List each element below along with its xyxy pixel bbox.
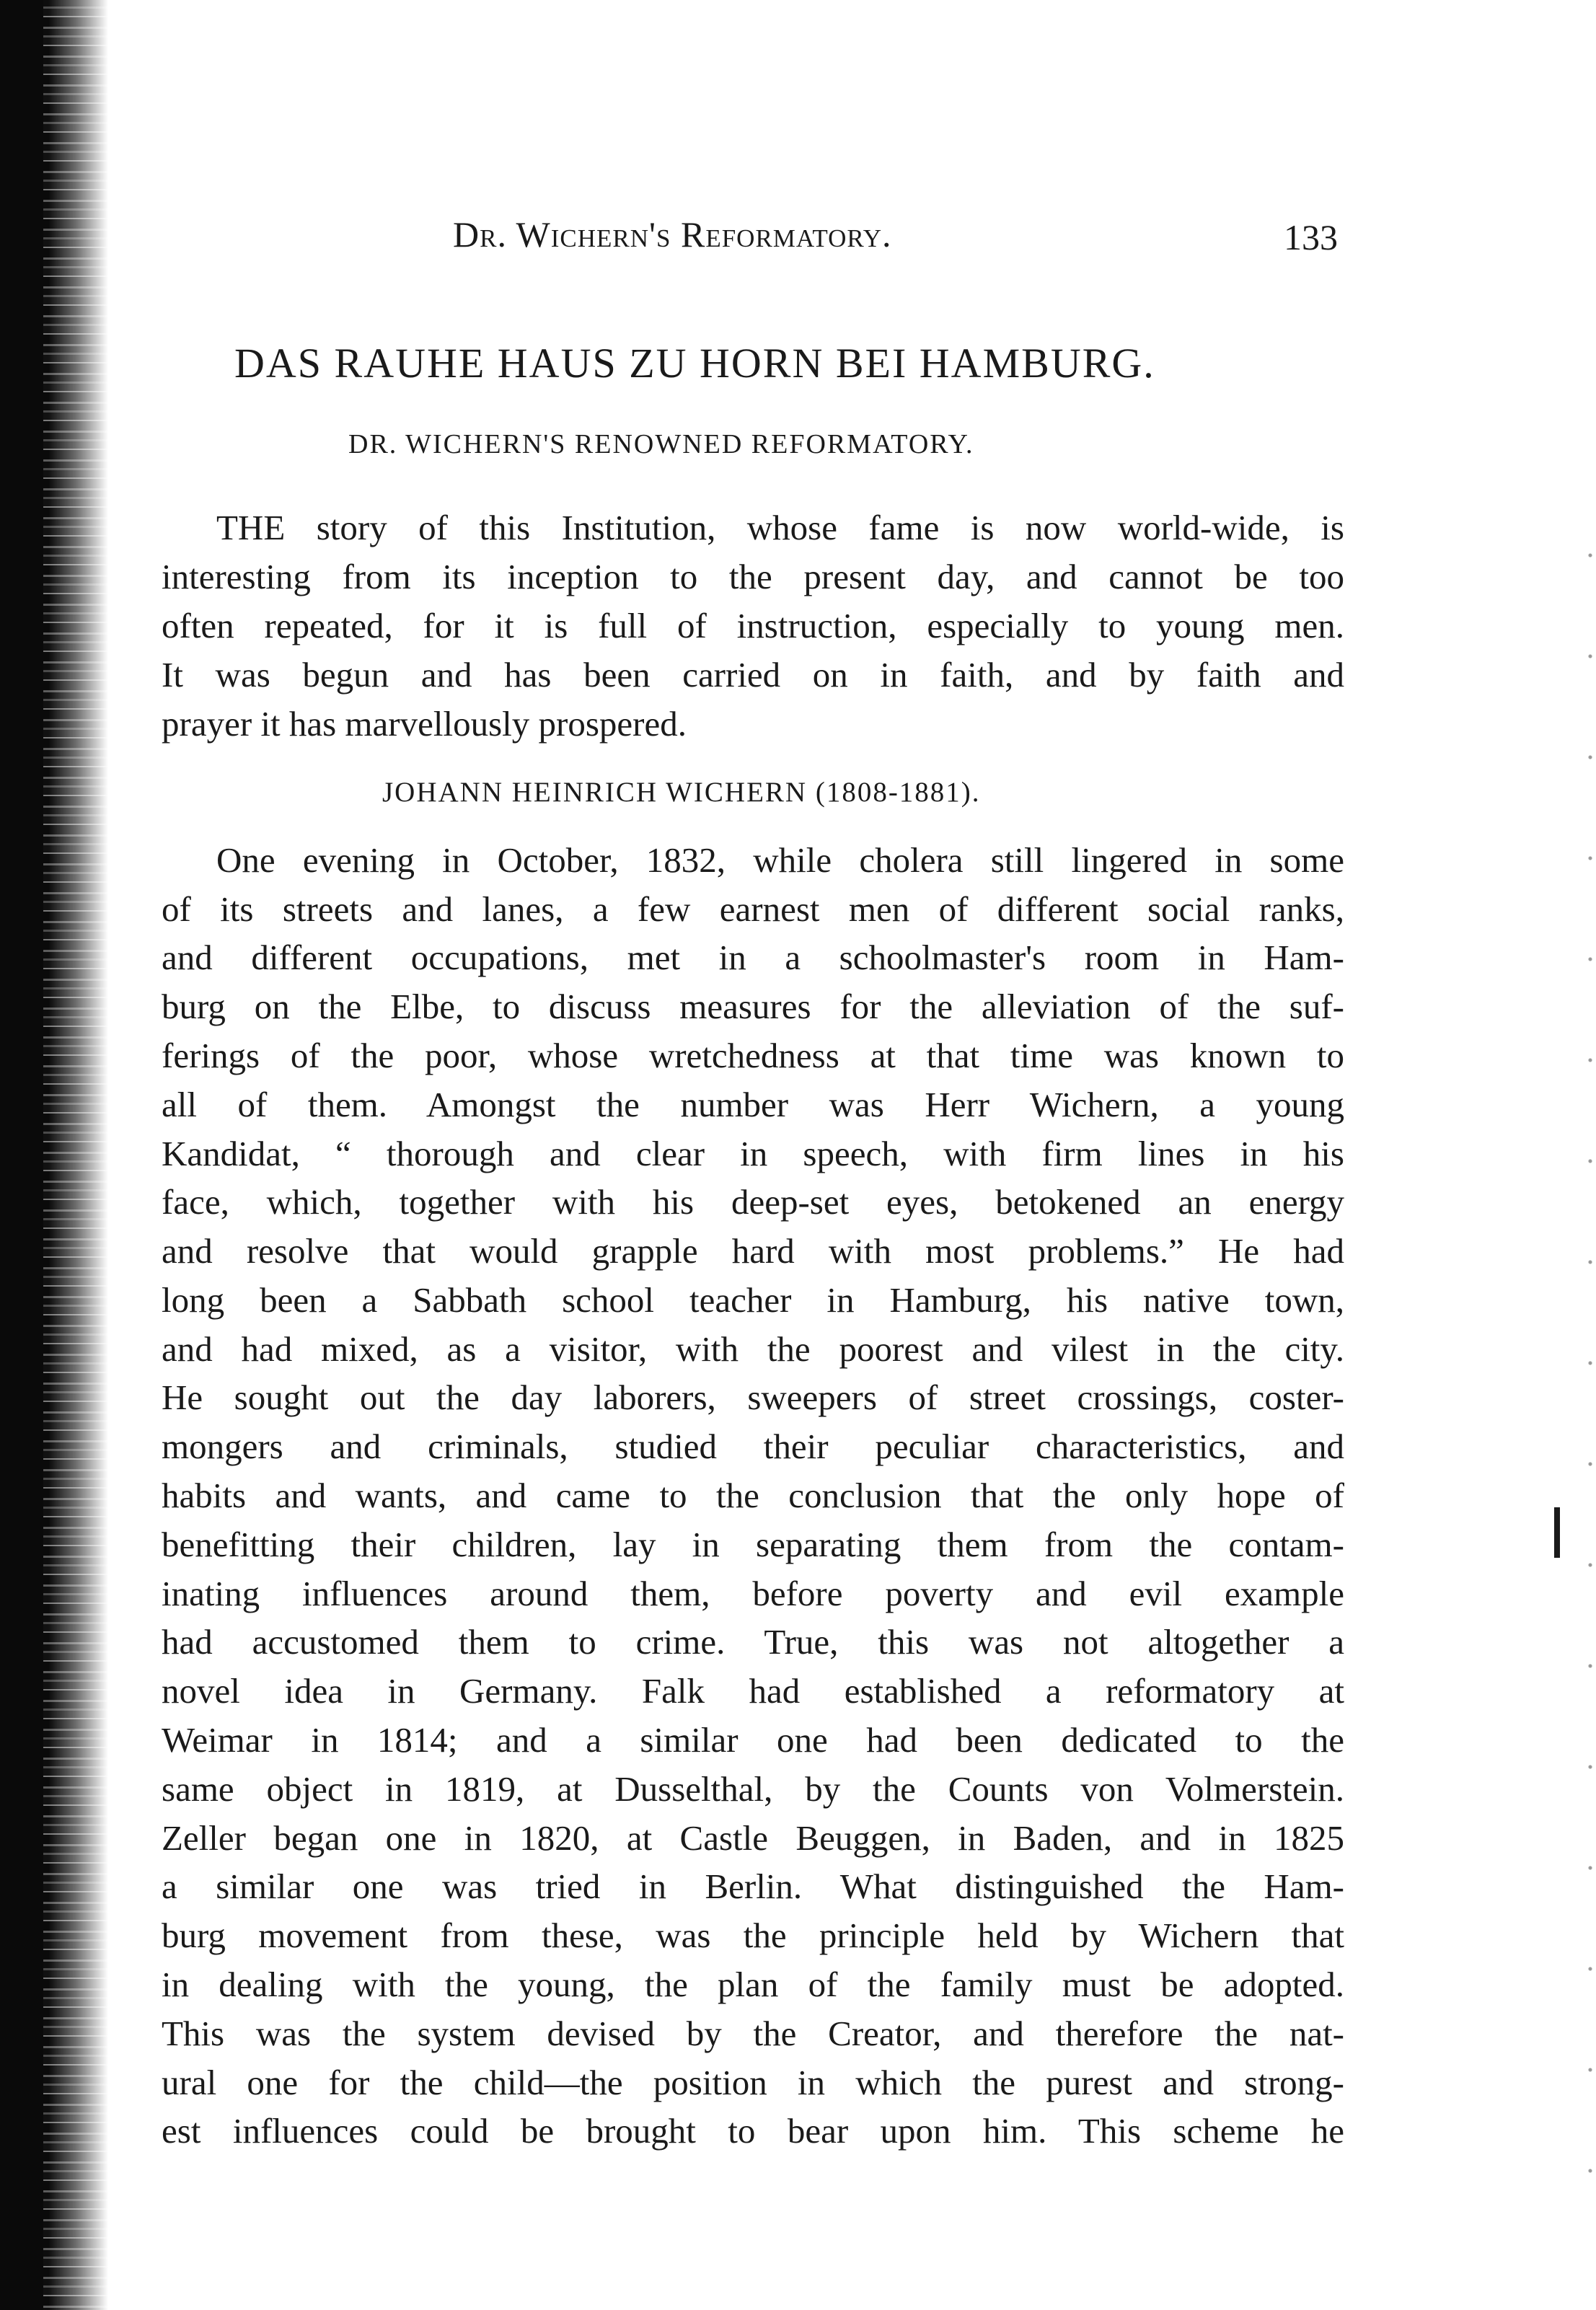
text-line: He sought out the day laborers, sweepers of street crossings, coster- (162, 1377, 1344, 1417)
text-line: It was begun and has been carried on in faith, and by faith and (162, 655, 1344, 695)
text-line: a similar one was tried in Berlin. What distinguished the Ham- (162, 1866, 1344, 1906)
text-line: all of them. Amongst the number was Herr Wichern, a young (162, 1085, 1344, 1124)
text-line: in dealing with the young, the plan of the family must be adopted. (162, 1965, 1344, 2004)
text-line: face, which, together with his deep-set eyes, betokened an energy (162, 1182, 1344, 1222)
text-line: same object in 1819, at Dusselthal, by the Counts von Volmerstein. (162, 1769, 1344, 1809)
text-line: and resolve that would grapple hard with most problems.” He had (162, 1231, 1344, 1271)
text-line: benefitting their children, lay in separating them from the contam- (162, 1525, 1344, 1564)
running-head: Dr. Wichern's Reformatory. (453, 214, 892, 255)
article-subtitle: DR. WICHERN'S RENOWNED REFORMATORY. (348, 429, 974, 459)
text-line: prayer it has marvellously prospered. (162, 704, 687, 744)
text-line: ural one for the child—the position in which the purest and strong- (162, 2063, 1344, 2102)
text-line: Zeller began one in 1820, at Castle Beuggen, in Baden, and in 1825 (162, 1818, 1344, 1858)
text-line: often repeated, for it is full of instruction, especially to young men. (162, 606, 1344, 645)
text-line: interesting from its inception to the present day, and cannot be too (162, 557, 1344, 596)
text-line: of its streets and lanes, a few earnest men of different social ranks, (162, 889, 1344, 929)
text-line: long been a Sabbath school teacher in Hamburg, his native town, (162, 1280, 1344, 1320)
article-title: DAS RAUHE HAUS ZU HORN BEI HAMBURG. (234, 340, 1155, 387)
text-line: ferings of the poor, whose wretchedness at that time was known to (162, 1036, 1344, 1075)
scan-edge-specks (1567, 505, 1596, 2236)
text-line: inating influences around them, before poverty and evil example (162, 1574, 1344, 1613)
text-line: THE story of this Institution, whose fame is now world-wide, is (216, 508, 1344, 547)
text-line: habits and wants, and came to the conclusion that the only hope of (162, 1476, 1344, 1515)
text-line: burg on the Elbe, to discuss measures for the alleviation of the suf- (162, 987, 1344, 1026)
text-line: Weimar in 1814; and a similar one had been dedicated to the (162, 1720, 1344, 1760)
text-line: novel idea in Germany. Falk had established a reformatory at (162, 1671, 1344, 1711)
scan-binding-edge (0, 0, 108, 2310)
text-line: and different occupations, met in a schoolmaster's room in Ham- (162, 938, 1344, 977)
page-number: 133 (1284, 217, 1338, 257)
text-line: mongers and criminals, studied their peculiar characteristics, and (162, 1427, 1344, 1466)
text-line: One evening in October, 1832, while cholera still lingered in some (216, 840, 1344, 880)
text-line: Kandidat, “ thorough and clear in speech, with firm lines in his (162, 1134, 1344, 1173)
text-line: This was the system devised by the Creator, and therefore the nat- (162, 2014, 1344, 2053)
scan-edge-mark (1554, 1507, 1560, 1558)
text-line: had accustomed them to crime. True, this was not altogether a (162, 1622, 1344, 1662)
text-line: burg movement from these, was the principle held by Wichern that (162, 1916, 1344, 1955)
text-line: est influences could be brought to bear upon him. This scheme he (162, 2111, 1344, 2151)
section-heading: JOHANN HEINRICH WICHERN (1808-1881). (382, 777, 981, 808)
text-line: and had mixed, as a visitor, with the poorest and vilest in the city. (162, 1329, 1344, 1369)
